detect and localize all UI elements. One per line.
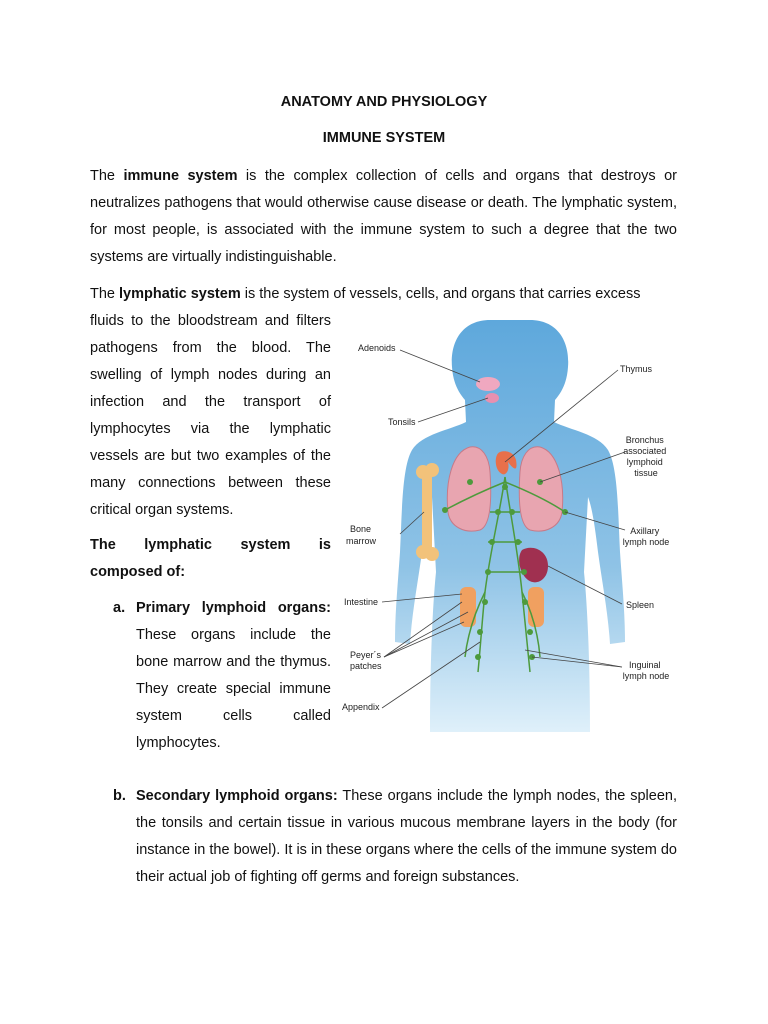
list-item-secondary-text: These organs include the lymph nodes, the spleen, the tonsils and certain tissue in various mucous membrane layers in the body (for instance in the bowel). It is in these organs where the cells of the immune system do their actual job of fighting off germs and foreign substances. <box>136 788 677 885</box>
label-thymus: Thymus <box>620 364 653 374</box>
label-inguinal-line1: Inguinal <box>628 660 661 670</box>
term-immune-system: immune system <box>123 168 238 184</box>
term-lymphatic-system: lymphatic system <box>119 286 241 302</box>
label-axillary <box>623 526 670 547</box>
page-subtitle: IMMUNE SYSTEM <box>322 130 446 146</box>
label-spleen: Spleen <box>626 600 655 610</box>
label-bronchus-line2: associated <box>623 446 667 456</box>
lymphatic-system-illustration <box>340 312 680 732</box>
label-intestine: Intestine <box>344 597 379 607</box>
para1-text: is the complex collection of cells and organs that destroys or neutralizes pathogens that would otherwise cause disease or death. The lymphatic system, for most people, is associated with the immune system to such a degree that the two systems are virtually indistinguishable. <box>90 168 677 265</box>
label-axillary-line2: lymph node <box>622 537 670 547</box>
label-axillary-line1: Axillary <box>630 526 660 536</box>
label-bronchus-line3: lymphoid <box>626 457 663 467</box>
para2-lead: The <box>90 286 120 302</box>
para1-lead: The <box>90 168 124 184</box>
paragraph-lymphatic-rest: fluids to the bloodstream and filters pathogens from the blood. The swelling of lymph nodes during an infection and the transport of lymphocytes via the lymphatic vessels are but two examples of the many connections between these critical organ systems. <box>90 313 331 518</box>
label-bone-marrow <box>346 524 377 546</box>
label-bronchus-line1: Bronchus <box>625 435 664 445</box>
term-primary-lymphoid: Primary lymphoid organs: <box>136 600 331 616</box>
label-tonsils: Tonsils <box>388 417 416 427</box>
paragraph-lymphatic-first-line <box>90 281 677 308</box>
list-item-secondary <box>136 783 677 891</box>
label-bronchus-line4: tissue <box>634 468 658 478</box>
label-peyers-line2: patches <box>350 661 382 671</box>
list-marker-b: b. <box>113 788 126 804</box>
label-bronchus <box>623 435 669 478</box>
list-marker-a: a. <box>113 600 126 616</box>
label-inguinal-line2: lymph node <box>622 671 670 681</box>
label-inguinal <box>623 660 670 681</box>
intestine-right-shape <box>528 587 544 627</box>
paragraph-immune-system <box>90 163 677 271</box>
list-item-primary <box>136 595 331 757</box>
label-peyers-line1: Peyer´s <box>350 650 382 660</box>
page-title: ANATOMY AND PHYSIOLOGY <box>280 94 488 110</box>
label-bone-marrow-line1: Bone <box>350 524 372 534</box>
label-bone-marrow-line2: marrow <box>346 536 377 546</box>
para2-text-first: is the system of vessels, cells, and organs that carries excess <box>240 286 641 302</box>
label-appendix: Appendix <box>342 702 380 712</box>
composed-heading: The lymphatic system is composed of: <box>90 537 331 580</box>
term-secondary-lymphoid: Secondary lymphoid organs: <box>136 788 338 804</box>
label-adenoids: Adenoids <box>358 343 396 353</box>
adenoids-shape <box>476 377 500 391</box>
list-item-primary-text: These organs include the bone marrow and the thymus. They create special immune system cells called lymphocytes. <box>136 627 331 751</box>
label-peyers <box>350 650 384 671</box>
